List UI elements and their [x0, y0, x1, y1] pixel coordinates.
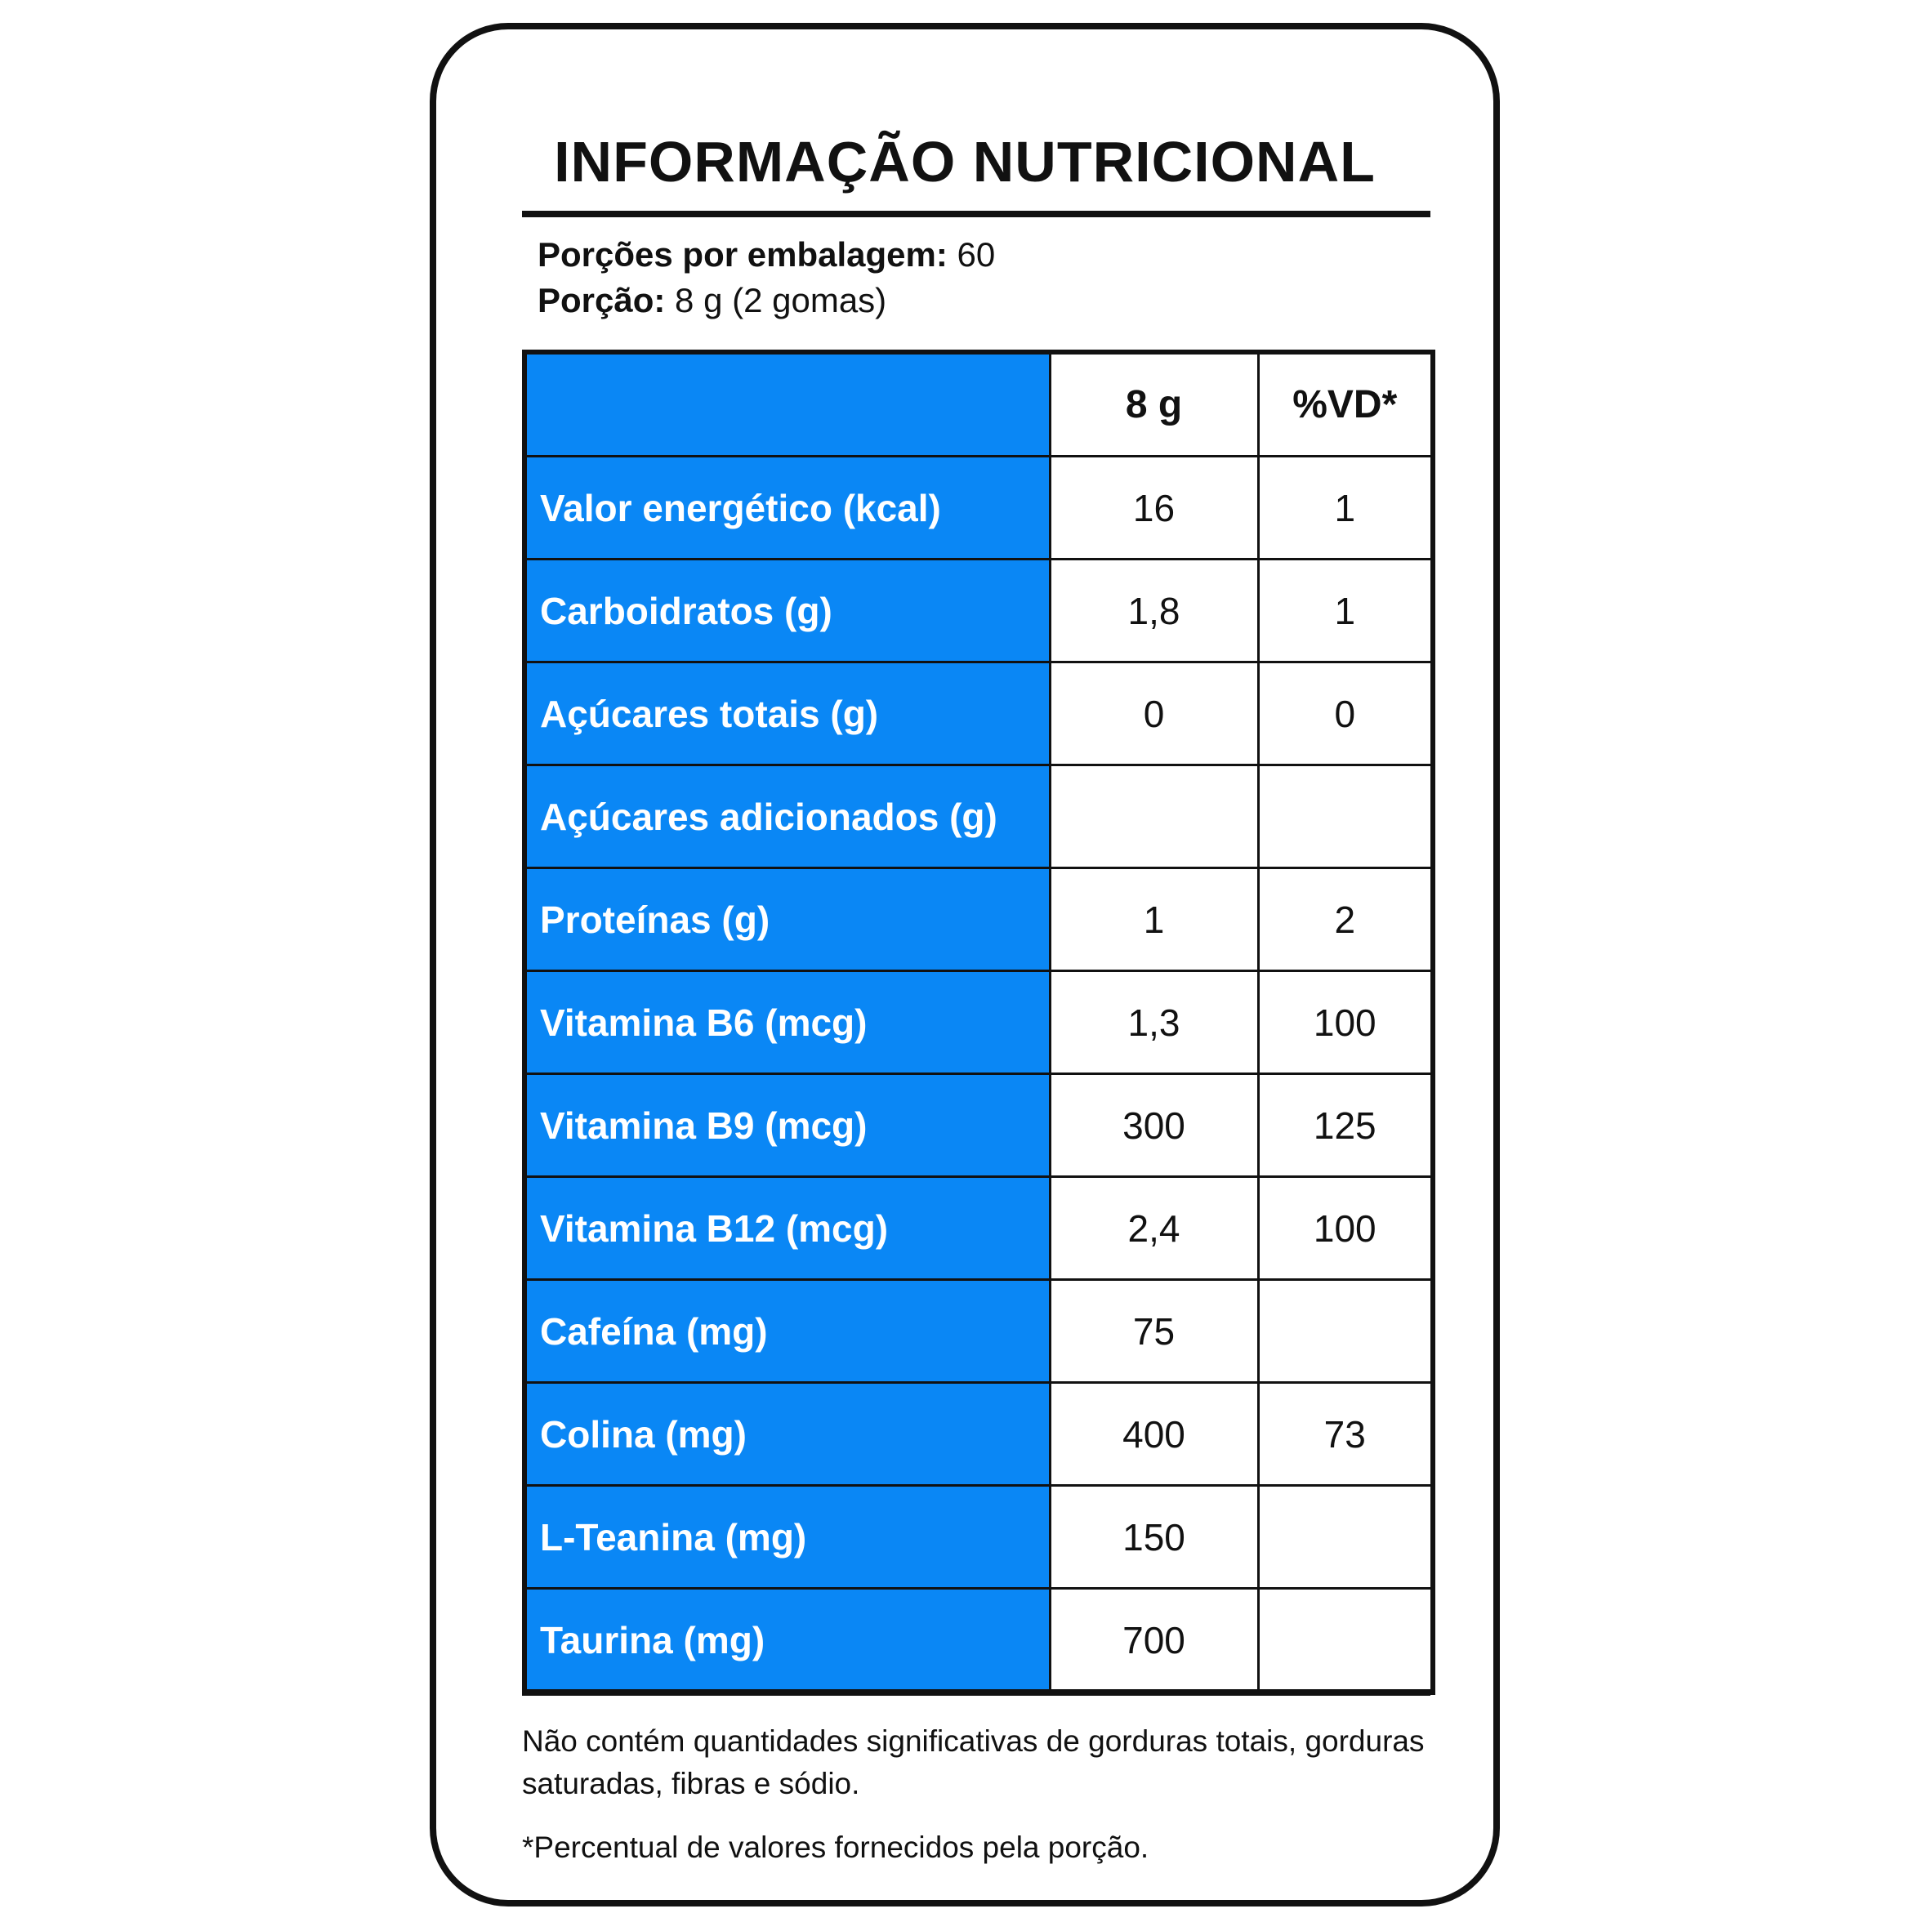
header-nutrient-column	[524, 352, 1050, 457]
table-row	[524, 1280, 1433, 1383]
nutrient-amount: 75	[1050, 1280, 1258, 1383]
nutrient-amount: 16	[1050, 457, 1258, 560]
nutrient-name: Vitamina B12 (mcg)	[524, 1177, 1050, 1280]
bottom-divider	[522, 1689, 1430, 1696]
nutrient-name: Proteínas (g)	[524, 868, 1050, 971]
table-row	[524, 662, 1433, 765]
serving-size-label: Porção:	[538, 281, 666, 319]
table-row	[524, 457, 1433, 560]
nutrient-name: Cafeína (mg)	[524, 1280, 1050, 1383]
nutrient-name: Valor energético (kcal)	[524, 457, 1050, 560]
nutrient-daily-value: 1	[1258, 457, 1433, 560]
servings-per-package-label: Porções por embalagem:	[538, 235, 948, 274]
nutrient-daily-value: 1	[1258, 560, 1433, 662]
table-row	[524, 1074, 1433, 1177]
servings-per-package-value: 60	[957, 235, 996, 274]
nutrient-name: Vitamina B6 (mcg)	[524, 971, 1050, 1074]
nutrient-amount: 1,8	[1050, 560, 1258, 662]
nutrient-daily-value	[1258, 1589, 1433, 1693]
table-row	[524, 1383, 1433, 1486]
table-row	[524, 1486, 1433, 1589]
table-row	[524, 560, 1433, 662]
nutrient-daily-value	[1258, 1280, 1433, 1383]
header-daily-value-column: %VD*	[1258, 352, 1433, 457]
nutrient-daily-value	[1258, 765, 1433, 868]
nutrient-daily-value	[1258, 1486, 1433, 1589]
nutrient-name: Açúcares adicionados (g)	[524, 765, 1050, 868]
nutrient-daily-value: 0	[1258, 662, 1433, 765]
nutrient-daily-value: 100	[1258, 1177, 1433, 1280]
nutrient-name: Carboidratos (g)	[524, 560, 1050, 662]
serving-size	[538, 279, 886, 322]
table-row	[524, 765, 1433, 868]
table-header-row	[524, 352, 1433, 457]
nutrient-daily-value: 2	[1258, 868, 1433, 971]
label-title: INFORMAÇÃO NUTRICIONAL	[554, 130, 1376, 194]
header-amount-column: 8 g	[1050, 352, 1258, 457]
nutrient-amount: 1	[1050, 868, 1258, 971]
nutrition-table	[522, 350, 1435, 1695]
nutrient-name: Colina (mg)	[524, 1383, 1050, 1486]
nutrient-amount: 1,3	[1050, 971, 1258, 1074]
nutrient-daily-value: 125	[1258, 1074, 1433, 1177]
serving-size-value: 8 g (2 gomas)	[675, 281, 887, 319]
table-row	[524, 868, 1433, 971]
footnote-daily-value: *Percentual de valores fornecidos pela porção.	[522, 1831, 1149, 1864]
nutrient-amount: 0	[1050, 662, 1258, 765]
table-row	[524, 1177, 1433, 1280]
nutrition-label-card	[430, 23, 1500, 1906]
nutrient-name: Taurina (mg)	[524, 1589, 1050, 1693]
top-divider	[522, 211, 1430, 217]
servings-per-package	[538, 234, 995, 276]
nutrient-name: Vitamina B9 (mcg)	[524, 1074, 1050, 1177]
nutrient-name: Açúcares totais (g)	[524, 662, 1050, 765]
footnote-not-significant: Não contém quantidades significativas de gorduras totais, gorduras saturadas, fibras e sódio.	[522, 1724, 1425, 1800]
table-row	[524, 1589, 1433, 1693]
nutrient-amount: 700	[1050, 1589, 1258, 1693]
table-row	[524, 971, 1433, 1074]
nutrient-daily-value: 73	[1258, 1383, 1433, 1486]
nutrient-amount: 150	[1050, 1486, 1258, 1589]
nutrient-name: L-Teanina (mg)	[524, 1486, 1050, 1589]
nutrient-amount: 300	[1050, 1074, 1258, 1177]
nutrient-amount: 2,4	[1050, 1177, 1258, 1280]
nutrient-daily-value: 100	[1258, 971, 1433, 1074]
nutrient-amount	[1050, 765, 1258, 868]
nutrient-amount: 400	[1050, 1383, 1258, 1486]
